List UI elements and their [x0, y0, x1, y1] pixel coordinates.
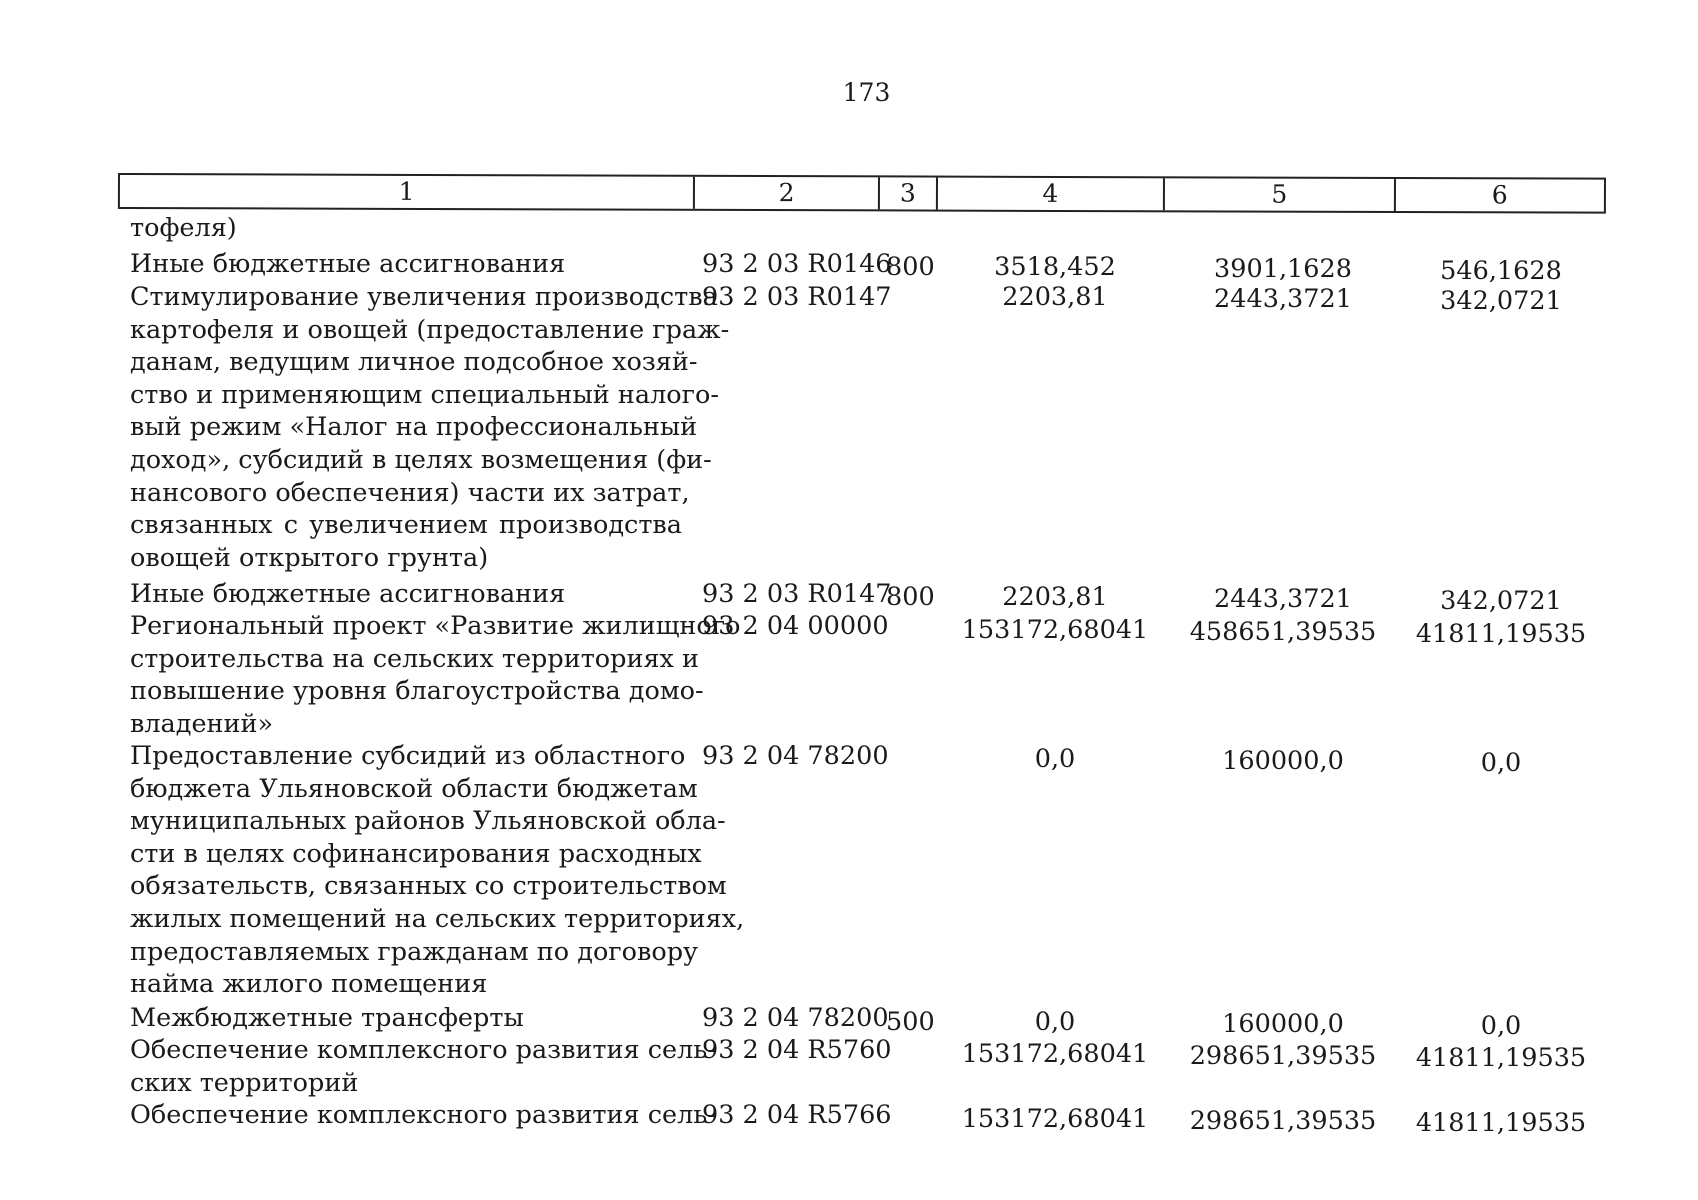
row-value-col-6: 41811,19535 [1415, 619, 1587, 649]
row-name-line: строительства на сельских территориях и [130, 643, 700, 674]
header-col-5: 5 [1165, 178, 1395, 211]
row-name-line: сти в целях софинансирования расходных [130, 838, 702, 869]
row-name-line: Предоставление субсидий из областного [130, 741, 686, 771]
row-code: 93 2 03 R0146 [702, 249, 892, 279]
row-value-col-5: 298651,39535 [1189, 1106, 1377, 1136]
row-code: 93 2 04 78200 [702, 1003, 889, 1033]
row-name-line: Иные бюджетные ассигнования [130, 249, 566, 279]
row-name-line: Иные бюджетные ассигнования [130, 579, 566, 609]
row-value-col-5: 2443,3721 [1214, 584, 1352, 614]
header-col-2: 2 [695, 177, 880, 210]
row-name-line: Региональный проект «Развитие жилищного [130, 611, 741, 641]
row-code: 93 2 03 R0147 [702, 282, 892, 312]
row-name-line: картофеля и овощей (предоставление граж- [130, 314, 730, 345]
row-value-col-6: 41811,19535 [1415, 1043, 1587, 1073]
row-expense-type: 800 [886, 582, 935, 612]
row-name [130, 281, 730, 574]
row-name-line: тофеля) [130, 213, 237, 243]
row-value-col-6: 342,0721 [1440, 286, 1562, 316]
row-value-col-5: 160000,0 [1222, 1009, 1344, 1039]
row-value-col-5: 2443,3721 [1214, 284, 1352, 314]
row-name-line: ство и применяющим специальный налого- [130, 379, 719, 410]
row-value-col-4: 2203,81 [1002, 282, 1108, 312]
row-name-line: ских территорий [130, 1067, 359, 1098]
row-value-col-6: 0,0 [1480, 748, 1522, 778]
row-value-col-4: 153172,68041 [961, 1104, 1149, 1134]
row-value-col-6: 546,1628 [1440, 256, 1562, 286]
row-name [130, 578, 682, 611]
row-name-line: найма жилого помещения [130, 969, 488, 1000]
row-name-line: данам, ведущим личное подсобное хозяй- [130, 347, 698, 378]
row-name-line: повышение уровня благоустройства домо- [130, 676, 704, 707]
row-name-line: связанных с увеличением производства [130, 510, 682, 541]
header-col-3: 3 [880, 177, 938, 209]
row-name-line: овощей открытого грунта) [130, 542, 489, 573]
row-value-col-6: 0,0 [1480, 1011, 1522, 1041]
row-value-col-5: 3901,1628 [1214, 254, 1352, 284]
row-value-col-4: 3518,452 [994, 252, 1116, 282]
row-value-col-4: 153172,68041 [961, 615, 1149, 645]
row-value-col-6: 342,0721 [1440, 586, 1562, 616]
row-name-line: бюджета Ульяновской области бюджетам [130, 773, 698, 804]
row-code: 93 2 04 00000 [702, 611, 889, 641]
row-value-col-5: 298651,39535 [1189, 1041, 1377, 1071]
row-name-line: предоставляемых гражданам по договору [130, 936, 699, 967]
row-value-col-6: 41811,19535 [1415, 1108, 1587, 1138]
row-name-line: муниципальных районов Ульяновской обла- [130, 806, 726, 837]
page-number: 173 [842, 78, 891, 107]
row-value-col-4: 2203,81 [1002, 582, 1108, 612]
row-expense-type: 800 [886, 252, 935, 282]
row-name-line: вый режим «Налог на профессиональный [130, 412, 698, 443]
row-value-col-4: 153172,68041 [961, 1039, 1149, 1069]
row-name [130, 610, 741, 740]
row-name-line: обязательств, связанных со строительством [130, 871, 727, 902]
row-name-line: Стимулирование увеличения производства [130, 282, 718, 312]
row-name-line: Межбюджетные трансферты [130, 1003, 524, 1033]
row-code: 93 2 04 R5766 [702, 1100, 892, 1130]
row-code: 93 2 03 R0147 [702, 579, 892, 609]
row-name [130, 248, 682, 281]
row-name-line: владений» [130, 708, 274, 739]
header-col-6: 6 [1491, 180, 1508, 210]
row-name [130, 212, 682, 245]
header-col-1: 1 [120, 175, 696, 209]
row-name-line: Обеспечение комплексного развития сель- [130, 1035, 716, 1065]
row-name-line: Обеспечение комплексного развития сель- [130, 1100, 716, 1130]
row-value-col-5: 458651,39535 [1189, 617, 1377, 647]
row-name-line: жилых помещений на сельских территориях, [130, 903, 745, 934]
row-expense-type: 500 [886, 1007, 935, 1037]
row-value-col-5: 160000,0 [1222, 746, 1344, 776]
row-code: 93 2 04 R5760 [702, 1035, 892, 1065]
row-name [130, 740, 745, 1001]
row-name [130, 1002, 682, 1035]
row-value-col-4: 0,0 [1034, 1007, 1076, 1037]
row-name-line: нансового обеспечения) части их затрат, [130, 477, 690, 508]
row-name [130, 1099, 716, 1132]
header-col-4: 4 [938, 178, 1165, 211]
row-code: 93 2 04 78200 [702, 741, 889, 771]
row-value-col-4: 0,0 [1034, 744, 1076, 774]
row-name [130, 1034, 716, 1099]
row-name-line: доход», субсидий в целях возмещения (фи- [130, 444, 712, 475]
